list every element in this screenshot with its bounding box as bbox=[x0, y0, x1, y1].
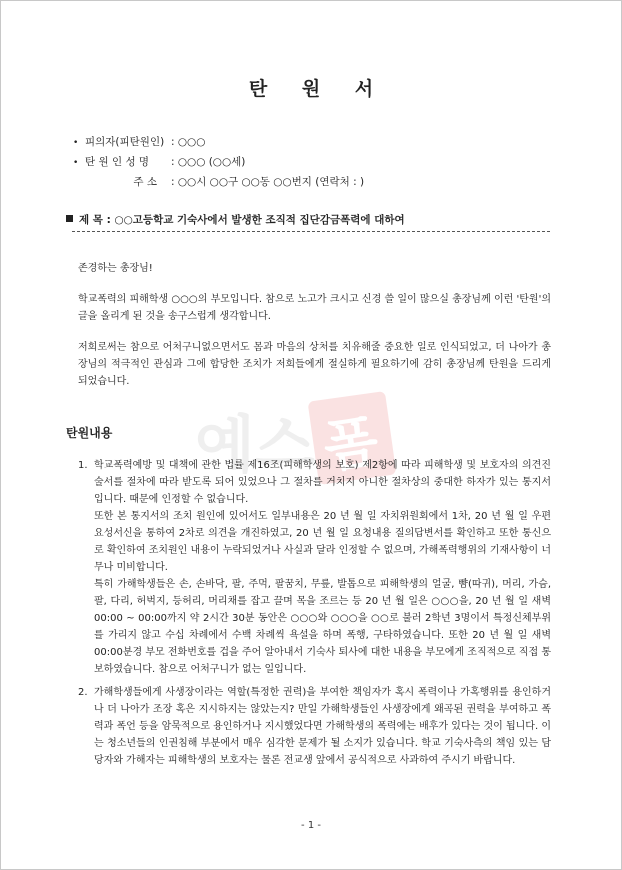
item-paragraph: 또한 본 통지서의 조치 원인에 있어서도 일부내용은 20 년 월 일 자치위원회에서 1차, 20 년 월 일 우편 요성서신을 통하여 2차로 의견을 개진하였고, 20 년 월 일 요청내용 질의답변서를 확인하고 또한 통신으로 확인하여 조치원인 내용이 누락되었거나 사실과 달라 인정할 수 없으며, 가해폭력행위의 기재사항이 너무나 미비합니다. bbox=[94, 511, 551, 573]
divider bbox=[72, 231, 550, 232]
info-row-petitioner-name bbox=[73, 155, 245, 170]
subject-label: 제 목 : bbox=[79, 214, 111, 226]
square-bullet-icon bbox=[66, 215, 73, 222]
intro-paragraph: 저희로써는 참으로 어처구니없으면서도 몸과 마음의 상처를 치유해줄 중요한 일로 인식되었고, 더 나아가 총장님의 적극적인 관심과 그에 합당한 조치가 저희들에게 절실하게 필요하기에 감히 총장님께 탄원을 드리게 되었습니다. bbox=[78, 342, 551, 387]
document-title: 탄 원 서 bbox=[248, 78, 388, 100]
item-paragraph: 학교폭력예방 및 대책에 관한 법률 제16조(피해학생의 보호) 제2항에 따라 피해학생 및 보호자의 의견진술서를 절차에 따라 받도록 되어 있었으나 그 절차를 거치지 아니한 절차상의 중대한 하자가 있는 통지서입니다. 때문에 인정할 수 없습니다. bbox=[94, 460, 551, 505]
info-row-accused bbox=[73, 135, 205, 150]
info-label: 탄 원 인 성 명 bbox=[85, 156, 150, 168]
info-value: : ○○○ bbox=[171, 136, 206, 148]
info-label: 피의자(피탄원인) bbox=[85, 136, 165, 148]
greeting: 존경하는 총장님! bbox=[78, 263, 153, 274]
subject-text: ○○고등학교 기숙사에서 발생한 조직적 집단감금폭력에 대하여 bbox=[114, 214, 405, 226]
item-number: 2. bbox=[78, 687, 88, 698]
svg-text:예스: 예스 bbox=[195, 408, 315, 481]
item-number: 1. bbox=[78, 460, 88, 471]
intro-paragraph: 학교폭력의 피해학생 ○○○의 부모입니다. 참으로 노고가 크시고 신경 쓸 일이 많으실 총장님께 이런 '탄원'의 글을 올리게 된 것을 송구스럽게 생각합니다. bbox=[78, 294, 551, 322]
bullet-icon: • bbox=[73, 138, 79, 148]
info-value: : ○○시 ○○구 ○○동 ○○번지 (연락처 : ) bbox=[171, 176, 365, 188]
section-heading: 탄원내용 bbox=[66, 426, 113, 440]
info-label: 주 소 bbox=[133, 176, 157, 188]
list-item bbox=[78, 684, 551, 769]
info-value: : ○○○ (○○세) bbox=[171, 156, 246, 168]
subject-line bbox=[66, 212, 405, 227]
info-row-address bbox=[73, 175, 364, 189]
bullet-icon: • bbox=[73, 158, 79, 168]
page-number: - 1 - bbox=[301, 820, 321, 831]
item-paragraph: 가해학생들에게 사생장이라는 역할(특정한 권력)을 부여한 책임자가 혹시 폭력이나 가혹행위를 용인하거나 더 나아가 조장 혹은 지시하지는 않았는지? 만일 가해학생들인 사생장에게 왜곡된 권력을 부여하고 폭력과 폭언 등을 암묵적으로 용인하거나 지시했었다면 가해학생의 폭력에는 배후가 있다는 것이 됩니다. 이는 청소년들의 인권침해 부분에서 매우 심각한 문제가 될 소지가 있습니다. 학교 기숙사측의 책임 있는 담당자와 가해자는 피해학생의 보호자는 물론 전교생 앞에서 공식적으로 사과하여 주시기 바랍니다. bbox=[94, 687, 551, 766]
item-paragraph: 특히 가해학생들은 손, 손바닥, 팔, 주먹, 팔꿈치, 무릎, 발톱으로 피해학생의 얼굴, 뺨(따귀), 머리, 가슴, 팔, 다리, 허벅지, 등허리, 머리채를 잡고 끌며 목을 조르는 등 20 년 월 일은 ○○○을, 20 년 월 일 새벽 00:00 ~ 00:00까지 약 2시간 30분 동안은 ○○○와 ○○○을 ○○로 불러 2학년 3명이서 특정신체부위를 가리지 않고 수십 차례에서 수백 차례씩 욕설을 하며 폭행, 구타하였습니다. 또한 20 년 월 일 새벽 00:00분경 부모 전화번호를 겁을 주어 알아내서 기숙사 퇴사에 대한 내용을 부모에게 조직적으로 직접 통보하였습니다. 참으로 어처구니가 없는 일입니다. bbox=[94, 579, 551, 675]
svg-text:폼: 폼 bbox=[319, 408, 383, 481]
list-item bbox=[78, 457, 551, 678]
